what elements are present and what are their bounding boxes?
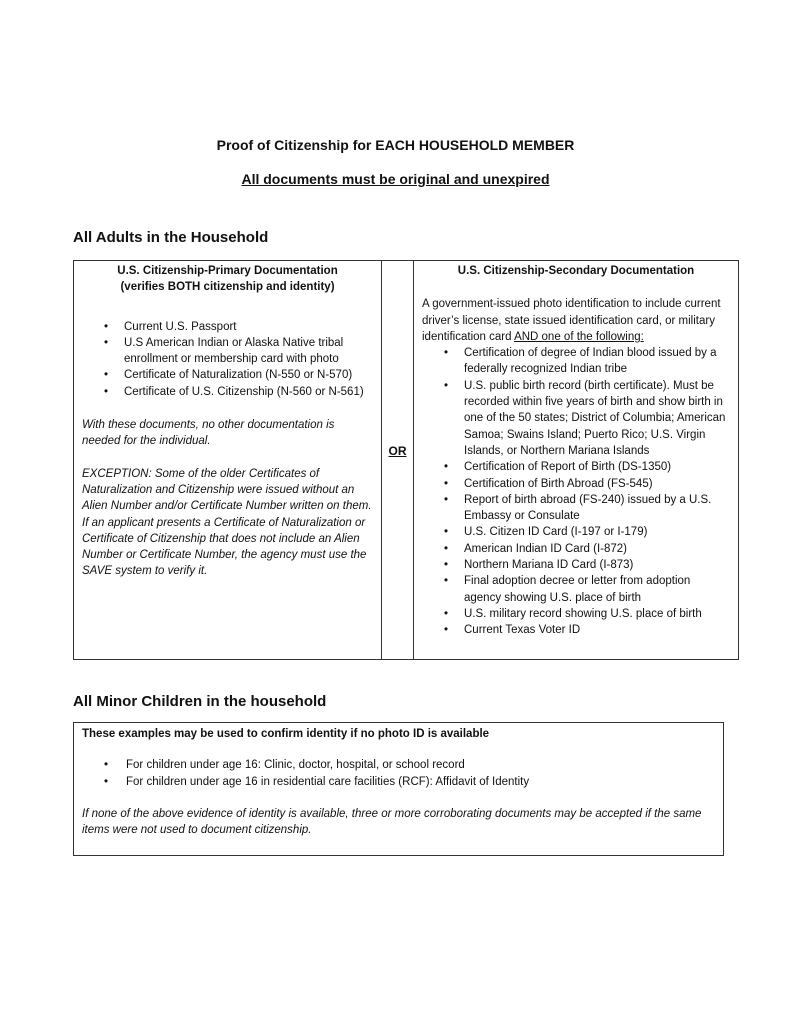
secondary-intro [422, 296, 730, 345]
list-item: • Current Texas Voter ID [422, 622, 730, 638]
list-item: • U.S American Indian or Alaska Native tribal enrollment or membership card with photo [82, 335, 373, 368]
secondary-intro-text: A government-issued photo identification to include current driver’s license, state issued identification card, or military identification card [422, 298, 721, 343]
list-item: • Certification of Report of Birth (DS-1350) [422, 459, 730, 475]
list-item: • Certificate of Naturalization (N-550 or N-570) [82, 367, 373, 383]
or-cell [382, 261, 414, 660]
or-label: OR [388, 444, 407, 459]
primary-note: With these documents, no other documentation is needed for the individual. [82, 419, 335, 448]
page-subtitle: All documents must be original and unexpired [241, 171, 550, 187]
list-item: • Report of birth abroad (FS-240) issued by a U.S. Embassy or Consulate [422, 492, 730, 525]
minors-box-heading: These examples may be used to confirm identity if no photo ID is available [82, 728, 490, 740]
secondary-documentation-cell [414, 261, 739, 660]
list-item: • Certificate of U.S. Citizenship (N-560 or N-561) [82, 384, 373, 400]
primary-heading-line1: U.S. Citizenship-Primary Documentation [117, 265, 338, 277]
primary-document-list [82, 319, 373, 400]
primary-documentation-cell [74, 261, 382, 660]
list-item: • For children under age 16 in residential care facilities (RCF): Affidavit of Identity [82, 774, 715, 790]
minors-note: If none of the above evidence of identity is available, three or more corroborating documents may be accepted if the same items were not used to document citizenship. [82, 807, 702, 837]
adults-documentation-table [73, 260, 739, 660]
list-item: • Certification of degree of Indian blood issued by a federally recognized Indian tribe [422, 345, 730, 378]
minors-document-list [82, 757, 715, 790]
minors-section-heading: All Minor Children in the household [73, 693, 327, 710]
list-item: • Certification of Birth Abroad (FS-545) [422, 476, 730, 492]
list-item: • Current U.S. Passport [82, 319, 373, 335]
primary-heading [82, 263, 373, 296]
list-item: • Northern Mariana ID Card (I-873) [422, 557, 730, 573]
list-item: • Final adoption decree or letter from adoption agency showing U.S. place of birth [422, 573, 730, 606]
primary-heading-line2: (verifies BOTH citizenship and identity) [120, 281, 335, 294]
list-item: • U.S. military record showing U.S. place of birth [422, 606, 730, 622]
list-item: • U.S. Citizen ID Card (I-197 or I-179) [422, 524, 730, 540]
secondary-heading: U.S. Citizenship-Secondary Documentation [457, 265, 695, 277]
secondary-document-list [422, 345, 730, 638]
page-title: Proof of Citizenship for EACH HOUSEHOLD MEMBER [216, 137, 575, 153]
adults-section-heading: All Adults in the Household [73, 229, 269, 246]
secondary-intro-underlined: AND one of the following: [514, 330, 644, 343]
list-item: • U.S. public birth record (birth certificate). Must be recorded within five years of birth and show birth in one of the 50 states; District of Columbia; American Samoa; Swains Island; Puerto Rico; U.S. Virgin Islands, or Northern Mariana Islands [422, 378, 730, 459]
list-item: • American Indian ID Card (I-872) [422, 541, 730, 557]
primary-exception: EXCEPTION: Some of the older Certificates of Naturalization and Citizenship were issued without an Alien Number and/or Certificate Number written on them. If an applicant presents a Certificate of Naturalization or Certificate of Citizenship that does not include an Alien Number or Certificate Number, the agency must use the SAVE system to verify it. [82, 467, 372, 578]
list-item: • For children under age 16: Clinic, doctor, hospital, or school record [82, 757, 715, 773]
minors-documentation-box [73, 722, 724, 856]
